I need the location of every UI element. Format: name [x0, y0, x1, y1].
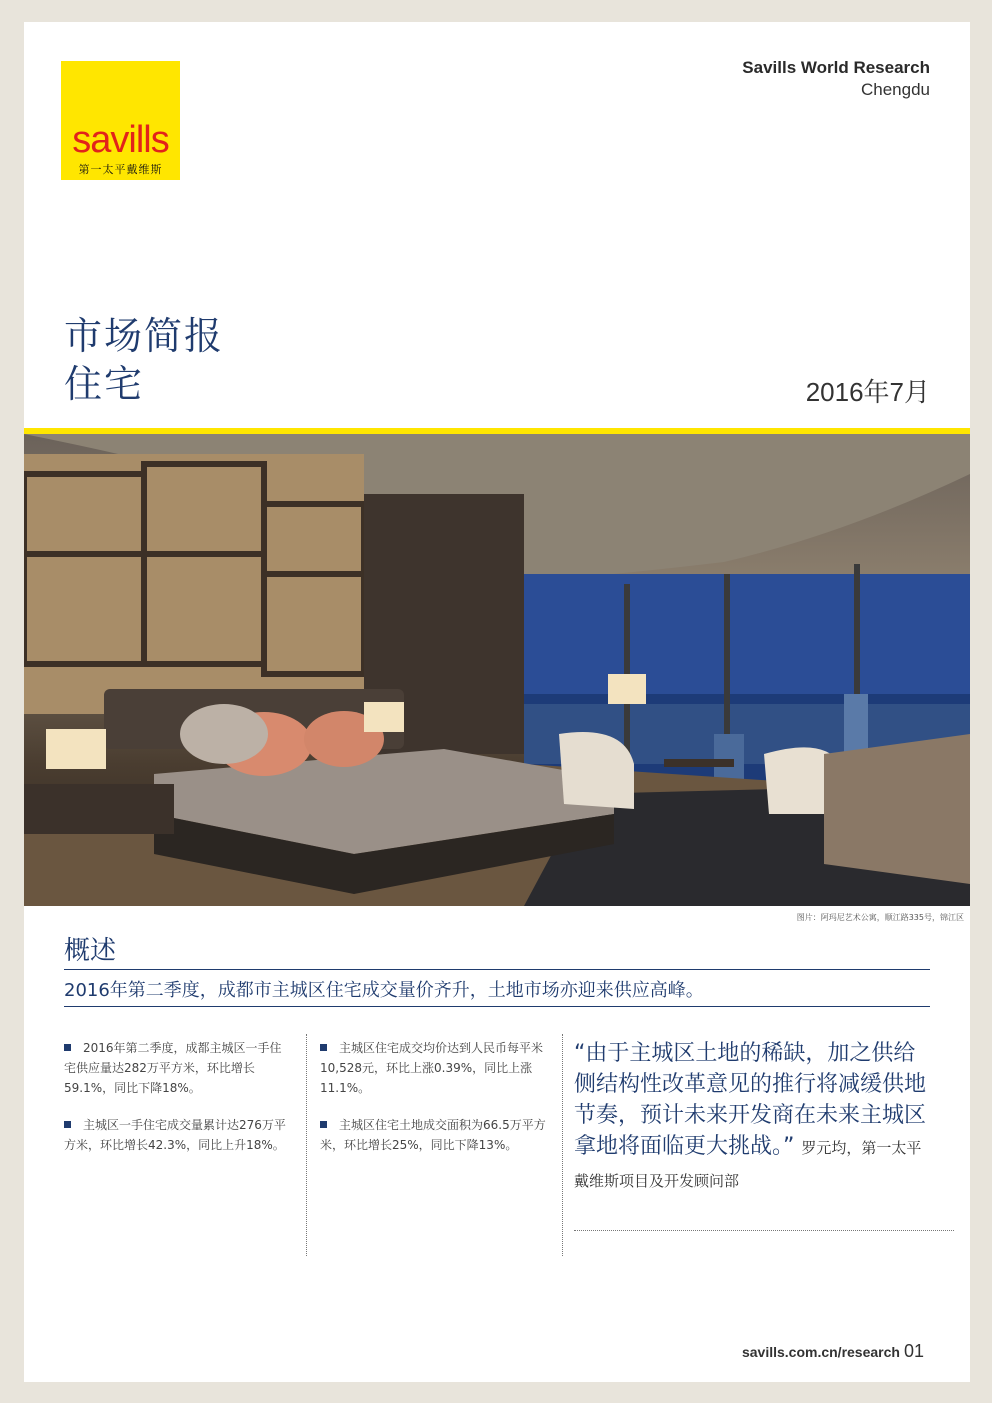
bullet-text: 2016年第二季度，成都主城区一手住宅供应量达282万平方米，环比增长59.1%，同比下降18%。 [64, 1041, 282, 1095]
bullet-text: 主城区一手住宅成交量累计达276万平方米，环比增长42.3%，同比上升18%。 [64, 1118, 286, 1152]
page-number: 01 [903, 1341, 924, 1361]
savills-logo [61, 61, 180, 180]
bullet-text: 主城区住宅土地成交面积为66.5万平方米，环比增长25%，同比下降13%。 [320, 1118, 546, 1152]
bullet-text: 主城区住宅成交均价达到人民币每平米10,528元，环比上涨0.39%，同比上涨11.1%。 [320, 1041, 544, 1095]
photo-caption: 图片：阿玛尼艺术公寓，顺江路335号，锦江区 [796, 913, 964, 922]
logo-wordmark: savills [72, 119, 169, 161]
bedroom-illustration [24, 434, 970, 906]
divider [64, 1006, 930, 1007]
column-divider [562, 1034, 563, 1256]
report-page [24, 22, 970, 1382]
page-title [64, 312, 224, 408]
bullet-square-icon [320, 1121, 327, 1128]
footer-url[interactable]: savills.com.cn/research [741, 1344, 900, 1360]
city-name: Chengdu [860, 80, 930, 99]
title-line-1: 市场简报 [64, 314, 225, 358]
divider [64, 969, 930, 970]
bullet-square-icon [64, 1121, 71, 1128]
bullet-item [320, 1115, 551, 1155]
bullet-square-icon [320, 1044, 327, 1051]
logo-chinese-name: 第一太平戴维斯 [78, 163, 163, 176]
bullet-item [64, 1038, 287, 1098]
header-block [742, 58, 930, 100]
quote-text: “由于主城区土地的稀缺，加之供给侧结构性改革意见的推行将减缓供地节奏，预计未来开发商在未来主城区拿地将面临更大挑战。” [574, 1041, 927, 1159]
hero-photo [24, 434, 970, 906]
column-divider [306, 1034, 307, 1256]
report-date: 2016年7月 [805, 377, 930, 407]
bullet-square-icon [64, 1044, 71, 1051]
quote-attribution: 罗元均，第一太平戴维斯项目及开发顾问部 [574, 1139, 922, 1190]
bullet-column-1 [64, 1038, 287, 1172]
section-heading: 概述 [64, 936, 117, 966]
bullet-item [64, 1115, 287, 1155]
page-footer [742, 1341, 924, 1362]
title-line-2: 住宅 [64, 362, 145, 406]
quote-divider [574, 1230, 954, 1231]
lead-summary: 2016年第二季度，成都市主城区住宅成交量价齐升，土地市场亦迎来供应高峰。 [64, 980, 704, 1001]
series-title: Savills World Research [742, 58, 930, 77]
pull-quote [574, 1038, 934, 1197]
bullet-item [320, 1038, 551, 1098]
bullet-column-2 [320, 1038, 551, 1172]
